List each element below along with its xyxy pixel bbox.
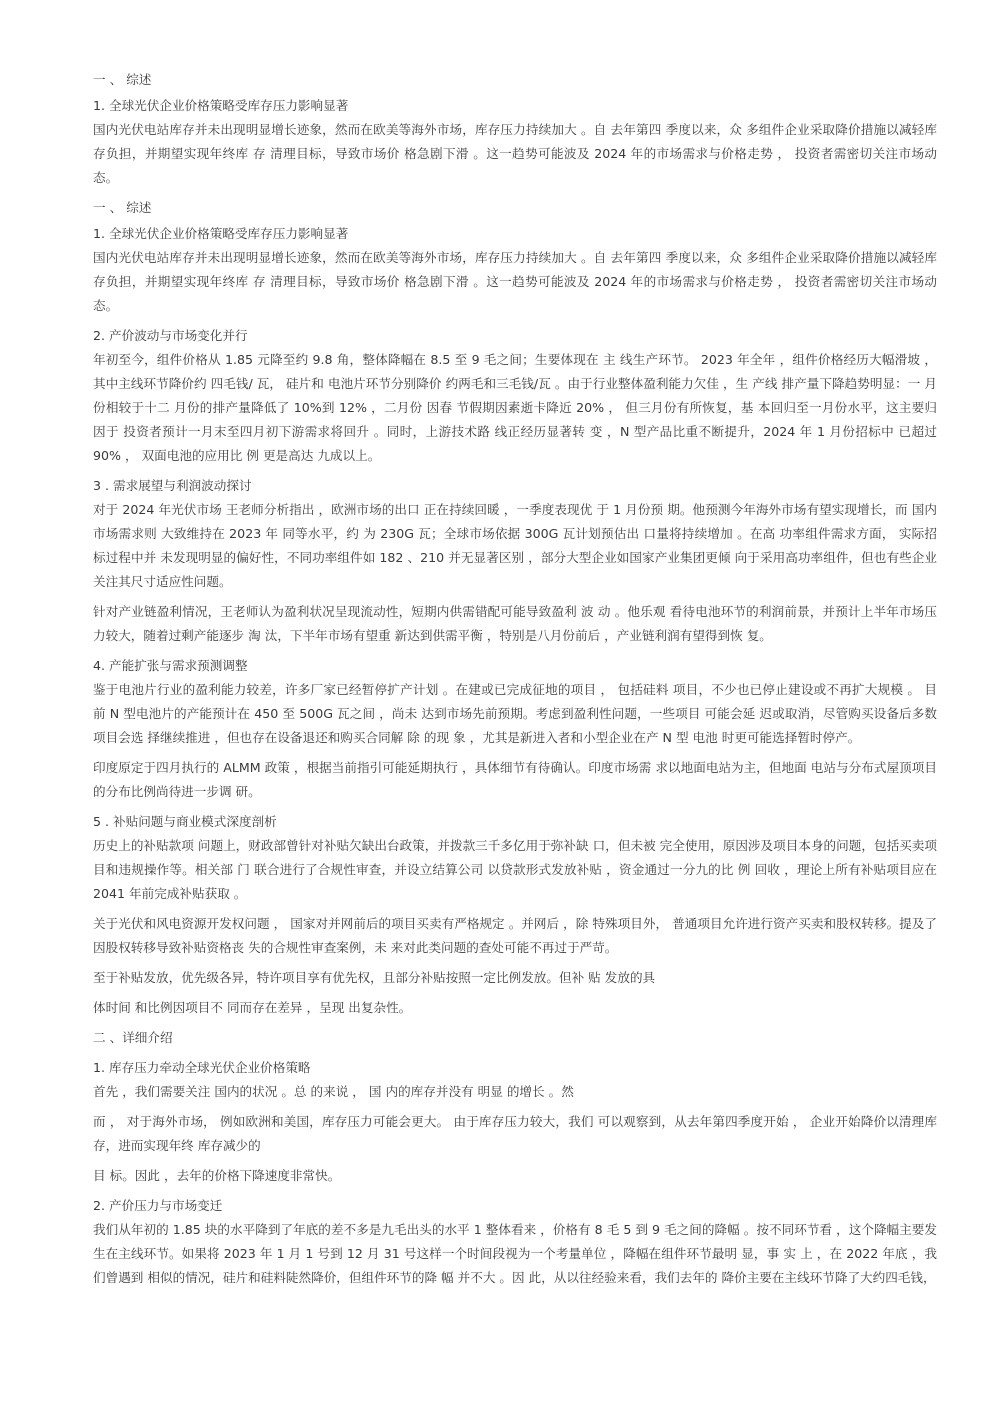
paragraph-inventory-repeat: 国内光伏电站库存并未出现明显增长迹象，然而在欧美等海外市场，库存压力持续加大 。自 去年第四 季度以来，众 多组件企业采取降价措施以减轻库存负担，并期望实现年终库 存 清理目标，导致市场价 格急剧下滑 。这一趋势可能波及 2024 年的市场需求与价格走势 ， 投资者需密切关注市场动态。 bbox=[93, 250, 937, 313]
paragraph-demand-outlook: 对于 2024 年光伏市场 王老师分析指出 ，欧洲市场的出口 正在持续回暖 ，一季度表现优 于 1 月份预 期。他预测今年海外市场有望实现增长，而 国内市场需求则 大致维持在 2023 年 同等水平，约 为 230G 瓦；全球市场依据 300G 瓦计划预估出 口量将持续增加 。在高 功率组件需求方面， 实际招标过程中并 未发现明显的偏好性，不同功率组件如 182 、210 并无显著区别 ，部分大型企业如国家产业集团更倾 向于采用高功率组件，但也有些企业 关注其尺寸适应性问题。 bbox=[93, 502, 937, 589]
heading-details-2-price-pressure: 2. 产价压力与市场变迁 bbox=[93, 1198, 223, 1213]
section-heading-overview: 一 、 综述 bbox=[93, 72, 152, 87]
heading-1-price-strategy: 1. 全球光伏企业价格策略受库存压力影响显著 bbox=[93, 98, 349, 113]
section-heading-details: 二 、详细介绍 bbox=[93, 1030, 173, 1045]
heading-4-capacity-expansion: 4. 产能扩张与需求预测调整 bbox=[93, 658, 248, 673]
heading-3-demand-outlook: 3 . 需求展望与利润波动探讨 bbox=[93, 478, 252, 493]
paragraph-inventory: 国内光伏电站库存并未出现明显增长迹象，然而在欧美等海外市场，库存压力持续加大 。自 去年第四 季度以来，众 多组件企业采取降价措施以减轻库存负担，并期望实现年终库 存 清理目标，导致市场价 格急剧下滑 。这一趋势可能波及 2024 年的市场需求与价格走势 ， 投资者需密切关注市场动态。 bbox=[93, 122, 937, 185]
paragraph-development-rights: 关于光伏和风电资源开发权问题 ， 国家对并网前后的项目买卖有严格规定 。并网后 ，除 特殊项目外， 普通项目允许进行资产买卖和股权转移。提及了因股权转移导致补贴资格丧 失的合规性审查案例，未 来对此类问题的查处可能不再过于严苛。 bbox=[93, 916, 937, 955]
paragraph-subsidy-timing: 体时间 和比例因项目不 同而存在差异 ，呈现 出复杂性。 bbox=[93, 1000, 412, 1015]
heading-2-price-fluctuation: 2. 产价波动与市场变化并行 bbox=[93, 328, 248, 343]
paragraph-subsidy-history: 历史上的补贴款项 问题上，财政部曾针对补贴欠缺出台政策，并拨款三千多亿用于弥补缺 口，但未被 完全使用，原因涉及项目本身的问题，包括买卖项目和违规操作等。相关部 门 联合进行了合规性审查，并设立结算公司 以贷款形式发放补贴 ，资金通过一分九的比 例 回收 ，理论上所有补贴项目应在 2041 年前完成补贴获取 。 bbox=[93, 838, 937, 901]
paragraph-price-fluctuation: 年初至今，组件价格从 1.85 元降至约 9.8 角，整体降幅在 8.5 至 9 毛之间；生要体现在 主 线生产环节。 2023 年全年 ，组件价格经历大幅滑坡 ，其中主线环节降价约 四毛钱/ 瓦， 硅片和 电池片环节分别降价 约两毛和三毛钱/瓦 。由于行业整体盈利能力欠佳 ，生 产线 排产量下降趋势明显：一 月 份相较于十二 月份的排产量降低了 10%到 12% ，二月份 因春 节假期因素逝卡降近 20% ， 但三月份有所恢复，基 本回归至一月份水平，这主要归 因于 投资者预计一月末至四月初下游需求将回升 。同时，上游技术路 线正经历显著转 变 ，N 型产品比重不断提升，2024 年 1 月份招标中 已超过 90% ， 双面电池的应用比 例 更是高达 九成以上。 bbox=[93, 352, 937, 463]
paragraph-subsidy-priority: 至于补贴发放，优先级各异，特许项目享有优先权，且部分补贴按照一定比例发放。但补 贴 发放的具 bbox=[93, 970, 656, 985]
paragraph-india-almm: 印度原定于四月执行的 ALMM 政策 ，根据当前指引可能延期执行 ，具体细节有待确认。印度市场需 求以地面电站为主，但地面 电站与分布式屋顶项目的分布比例尚待进一步调 研。 bbox=[93, 760, 937, 799]
paragraph-goal-price-drop: 目 标。因此 ，去年的价格下降速度非常快。 bbox=[93, 1168, 341, 1183]
paragraph-domestic-status: 首先 ，我们需要关注 国内的状况 。总 的来说 ， 国 内的库存并没有 明显 的增长 。然 bbox=[93, 1084, 574, 1099]
paragraph-profitability: 针对产业链盈利情况，王老师认为盈利状况呈现流动性，短期内供需错配可能导致盈利 波 动 。他乐观 看待电池环节的利润前景，并预计上半年市场压力较大，随着过剩产能逐步 淘 汰，下半年市场有望重 新达到供需平衡 ，特别是八月份前后 ，产业链利润有望得到恢 复。 bbox=[93, 604, 937, 643]
heading-1-price-strategy-repeat: 1. 全球光伏企业价格策略受库存压力影响显著 bbox=[93, 226, 349, 241]
section-heading-overview-repeat: 一 、 综述 bbox=[93, 200, 152, 215]
paragraph-price-pressure: 我们从年初的 1.85 块的水平降到了年底的差不多是九毛出头的水平 1 整体看来 ，价格有 8 毛 5 到 9 毛之间的降幅 。按不同环节看 ，这个降幅主要发生在主线环节。如果将 2023 年 1 月 1 号到 12 月 31 号这样一个时间段视为一个考量单位 ，降幅在组件环节最明 显，事 实 上 ，在 2022 年底 ，我们曾遇到 相似的情况，硅片和硅料陡然降价，但组件环节的降 幅 并不大 。因 此，从以往经验来看，我们去年的 降价主要在主线环节降了大约四毛钱， bbox=[93, 1222, 937, 1285]
paragraph-overseas-pressure: 而 ， 对于海外市场， 例如欧洲和美国，库存压力可能会更大。 由于库存压力较大，我们 可以观察到，从去年第四季度开始 ， 企业开始降价以清理库存，进而实现年终 库存减少的 bbox=[93, 1114, 937, 1153]
heading-details-1-inventory: 1. 库存压力牵动全球光伏企业价格策略 bbox=[93, 1060, 311, 1075]
heading-5-subsidy: 5 . 补贴问题与商业模式深度剖析 bbox=[93, 814, 277, 829]
paragraph-capacity-expansion: 鉴于电池片行业的盈利能力较差，许多厂家已经暂停扩产计划 。在建或已完成征地的项目 ， 包括硅料 项目，不少也已停止建设或不再扩大规模 。 目 前 N 型电池片的产能预计在 450 至 500G 瓦之间 ，尚未 达到市场先前预期。考虑到盈利性问题，一些项目 可能会延 迟或取消，尽管购买设备后多数项目会选 择继续推进 ，但也存在设备退还和购买合同解 除 的现 象 ，尤其是新进入者和小型企业在产 N 型 电池 时更可能选择暂时停产。 bbox=[93, 682, 937, 745]
